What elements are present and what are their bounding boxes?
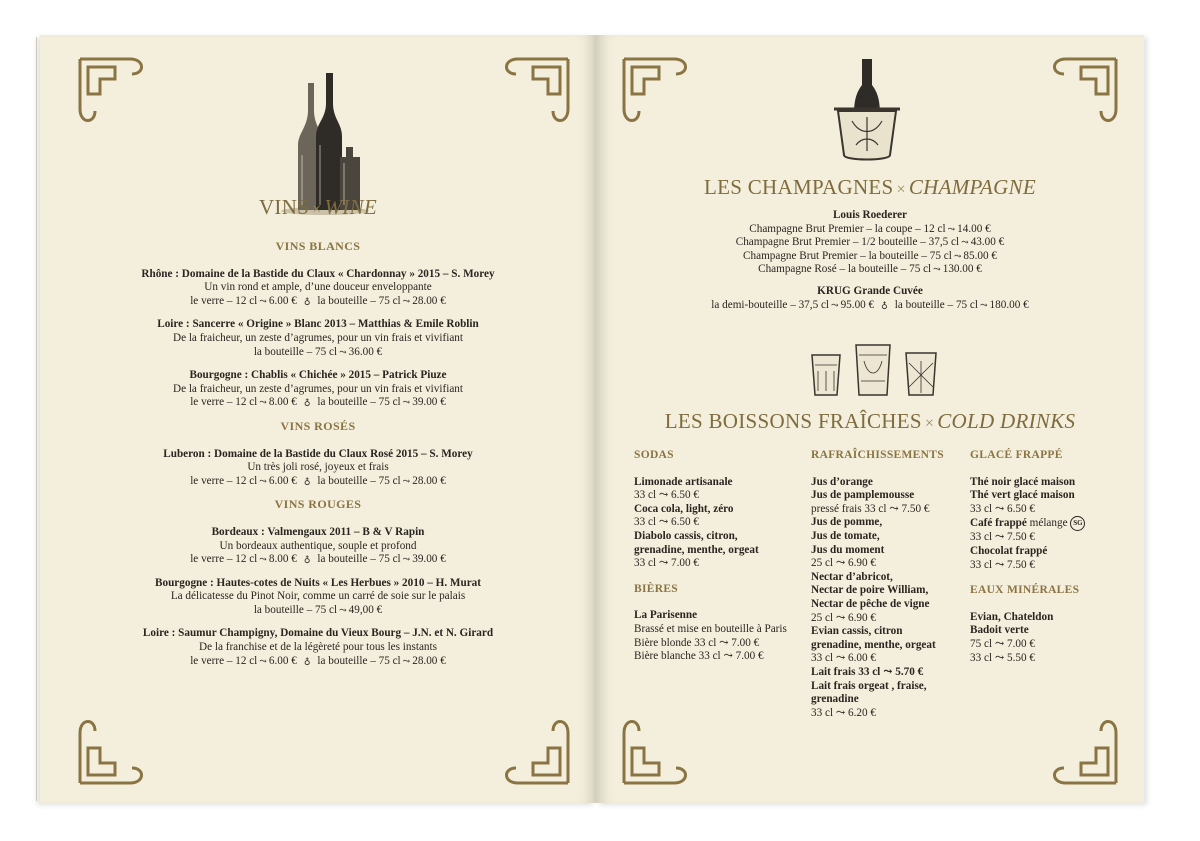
cold-drinks-title [596, 409, 1144, 434]
drink-name: Jus de pamplemousse [811, 489, 915, 502]
ornament-corner-icon [614, 707, 700, 793]
drink-price: 33 cl ⤳ 6.50 € [634, 489, 699, 502]
wine-title [40, 195, 596, 220]
drink-name: Coca cola, light, zéro [634, 502, 734, 515]
drink-name: Lait frais orgeat , fraise, [811, 679, 927, 692]
section-heading: EAUX MINÉRALES [970, 584, 1080, 597]
drink-desc: Brassé et mise en bouteille à Paris [634, 622, 787, 635]
drink-name: La Parisenne [634, 609, 698, 622]
wine-name: Bourgogne : Chablis « Chichée » 2015 – Patrick Piuze [189, 369, 447, 382]
drink-price: 33 cl ⤳ 7.00 € [634, 557, 699, 570]
section-heading: GLACÉ FRAPPÉ [970, 449, 1063, 461]
sg-badge: SG [1070, 516, 1085, 531]
wine-prices: le verre – 12 cl ⤳ 6.00 € ♁ la bouteille – 75 cl ⤳ 28.00 € [190, 294, 446, 307]
ornament-corner-icon [492, 707, 578, 793]
drink-price: 33 cl ⤳ 7.50 € [970, 558, 1035, 571]
drink-price: 33 cl ⤳ 5.50 € [970, 651, 1035, 664]
title-fr: LES BOISSONS FRAÎCHES [664, 409, 922, 433]
list-item: Champagne Rosé – la bouteille – 75 cl ⤳ 130.00 € [758, 263, 982, 276]
wine-prices: la bouteille – 75 cl ⤳ 49,00 € [253, 603, 383, 616]
drink-name: Thé noir glacé maison [970, 475, 1076, 488]
ornament-corner-icon [614, 49, 700, 135]
drink-name: Evian cassis, citron [811, 625, 903, 638]
drink-price: 33 cl ⤳ 6.00 € [811, 652, 876, 665]
ornament-corner-icon [492, 49, 578, 135]
list-item: Champagne Brut Premier – la coupe – 12 cl ⤳ 14.00 € [749, 222, 991, 235]
wine-desc: Un très joli rosé, joyeux et frais [247, 461, 389, 474]
list-item [40, 268, 596, 309]
champagne-list [596, 209, 1144, 312]
title-separator: × [312, 201, 322, 218]
title-separator: × [896, 181, 906, 198]
wine-desc: De la fraicheur, un zeste d’agrumes, pour un vin frais et vivifiant [172, 331, 463, 344]
wine-desc: La délicatesse du Pinot Noir, comme un carré de soie sur le palais [170, 590, 466, 603]
glasses-engraving-icon [806, 341, 942, 399]
wine-name: Bourgogne : Hautes-cotes de Nuits « Les Herbues » 2010 – H. Murat [155, 576, 481, 589]
drink-name: Nectar de pêche de vigne [811, 597, 930, 610]
ornament-corner-icon [1040, 49, 1126, 135]
drink-name: Evian, Chateldon [970, 610, 1054, 623]
drink-name: Jus du moment [811, 543, 885, 556]
ornament-corner-icon [1040, 707, 1126, 793]
drink-name: Thé vert glacé maison [970, 489, 1075, 502]
champagne-bucket-engraving-icon [832, 55, 902, 167]
sodas-column [634, 449, 809, 664]
glass-icon: ♁ [303, 397, 311, 408]
title-en: COLD DRINKS [937, 409, 1076, 433]
drink-name: Café frappé mélange SG [970, 516, 1120, 531]
drink-price: 75 cl ⤳ 7.00 € [970, 637, 1035, 650]
list-item [40, 318, 596, 359]
title-en: CHAMPAGNE [908, 175, 1037, 199]
drinks-page [596, 35, 1144, 803]
glass-icon: ♁ [303, 655, 311, 666]
drink-price: 33 cl ⤳ 6.50 € [970, 502, 1035, 515]
wine-name: Rhône : Domaine de la Bastide du Claux « Chardonnay » 2015 – S. Morey [141, 267, 495, 280]
drink-name: Jus de tomate, [811, 529, 880, 542]
drink-price: Bière blanche 33 cl ⤳ 7.00 € [634, 650, 764, 663]
section-heading: VINS ROUGES [274, 497, 362, 512]
title-fr: LES CHAMPAGNES [703, 175, 894, 199]
drink-name: grenadine, menthe, orgeat [634, 543, 759, 556]
drink-name: Jus de pomme, [811, 516, 883, 529]
wine-prices: le verre – 12 cl ⤳ 8.00 € ♁ la bouteille – 75 cl ⤳ 39.00 € [190, 396, 446, 409]
drink-name: Jus d’orange [811, 475, 873, 488]
drink-price: Bière blonde 33 cl ⤳ 7.00 € [634, 636, 760, 649]
glass-icon: ♁ [303, 295, 311, 306]
section-heading: BIÈRES [634, 582, 678, 595]
drink-name: Lait frais 33 cl ⤳ 5.70 € [811, 665, 924, 678]
title-separator: × [924, 415, 935, 432]
iced-column [970, 449, 1120, 665]
drink-price: 25 cl ⤳ 6.90 € [811, 557, 876, 570]
drink-name: Nectar de poire William, [811, 584, 929, 597]
drink-price: 33 cl ⤳ 6.50 € [634, 516, 699, 529]
glass-icon: ♁ [303, 475, 311, 486]
drink-price: 33 cl ⤳ 7.50 € [970, 531, 1035, 544]
section-heading: RAFRAÎCHISSEMENTS [811, 449, 944, 461]
house-name: KRUG Grande Cuvée [817, 284, 923, 297]
wine-name: Luberon : Domaine de la Bastide du Claux Rosé 2015 – S. Morey [163, 447, 473, 460]
wine-page [40, 35, 596, 803]
wine-prices: le verre – 12 cl ⤳ 6.00 € ♁ la bouteille – 75 cl ⤳ 28.00 € [190, 654, 446, 667]
wine-prices: la bouteille – 75 cl ⤳ 36.00 € [253, 345, 383, 358]
list-item [40, 448, 596, 489]
drink-name: Limonade artisanale [634, 475, 733, 488]
house-name: Louis Roederer [832, 209, 908, 221]
drink-name: Diabolo cassis, citron, [634, 529, 738, 542]
ornament-corner-icon [70, 707, 156, 793]
wine-bottles-engraving-icon [280, 65, 370, 215]
wine-desc: Un vin rond et ample, d’une douceur enveloppante [204, 281, 432, 294]
champagne-title [596, 175, 1144, 200]
wine-desc: De la franchise et de la légèreté pour tous les instants [199, 641, 437, 654]
list-item [40, 526, 596, 567]
drink-name: Nectar d’abricot, [811, 570, 893, 583]
wine-name: Loire : Saumur Champigny, Domaine du Vieux Bourg – J.N. et N. Girard [142, 627, 494, 640]
drink-name: Chocolat frappé [970, 544, 1048, 557]
drink-price: 25 cl ⤳ 6.90 € [811, 611, 876, 624]
wine-name: Loire : Sancerre « Origine » Blanc 2013 – Matthias & Emile Roblin [157, 318, 479, 331]
title-fr: VINS [258, 195, 310, 219]
refreshments-column [811, 449, 971, 720]
white-wines [40, 240, 596, 678]
wine-prices: le verre – 12 cl ⤳ 6.00 € ♁ la bouteille – 75 cl ⤳ 28.00 € [190, 474, 446, 487]
list-item: Champagne Brut Premier – 1/2 bouteille – 37,5 cl ⤳ 43.00 € [735, 236, 1005, 249]
drink-name: Badoit verte [970, 624, 1029, 637]
section-heading: VINS BLANCS [275, 239, 361, 253]
wine-desc: De la fraicheur, un zeste d’agrumes, pour un vin frais et vivifiant [172, 382, 463, 395]
drink-price: 33 cl ⤳ 6.20 € [811, 706, 876, 719]
drink-name: grenadine, menthe, orgeat [811, 638, 936, 651]
wine-desc: Un bordeaux authentique, souple et profond [219, 539, 417, 552]
glass-icon: ♁ [881, 299, 888, 310]
list-item [40, 577, 596, 618]
section-heading: VINS ROSÉS [280, 418, 356, 433]
drink-name: grenadine [811, 693, 859, 706]
section-heading: SODAS [634, 449, 674, 461]
list-item: Champagne Brut Premier – la bouteille – 75 cl ⤳ 85.00 € [743, 249, 997, 262]
list-item: la demi-bouteille – 37,5 cl ⤳ 95.00 € ♁ la bouteille – 75 cl ⤳ 180.00 € [711, 298, 1029, 311]
list-item [40, 627, 596, 668]
ornament-corner-icon [70, 49, 156, 135]
wine-name: Bordeaux : Valmengaux 2011 – B & V Rapin [211, 525, 425, 538]
drink-price: pressé frais 33 cl ⤳ 7.50 € [811, 502, 930, 515]
wine-prices: le verre – 12 cl ⤳ 8.00 € ♁ la bouteille – 75 cl ⤳ 39.00 € [190, 553, 446, 566]
title-en: WINE [324, 195, 378, 219]
list-item [40, 369, 596, 410]
glass-icon: ♁ [303, 554, 311, 565]
